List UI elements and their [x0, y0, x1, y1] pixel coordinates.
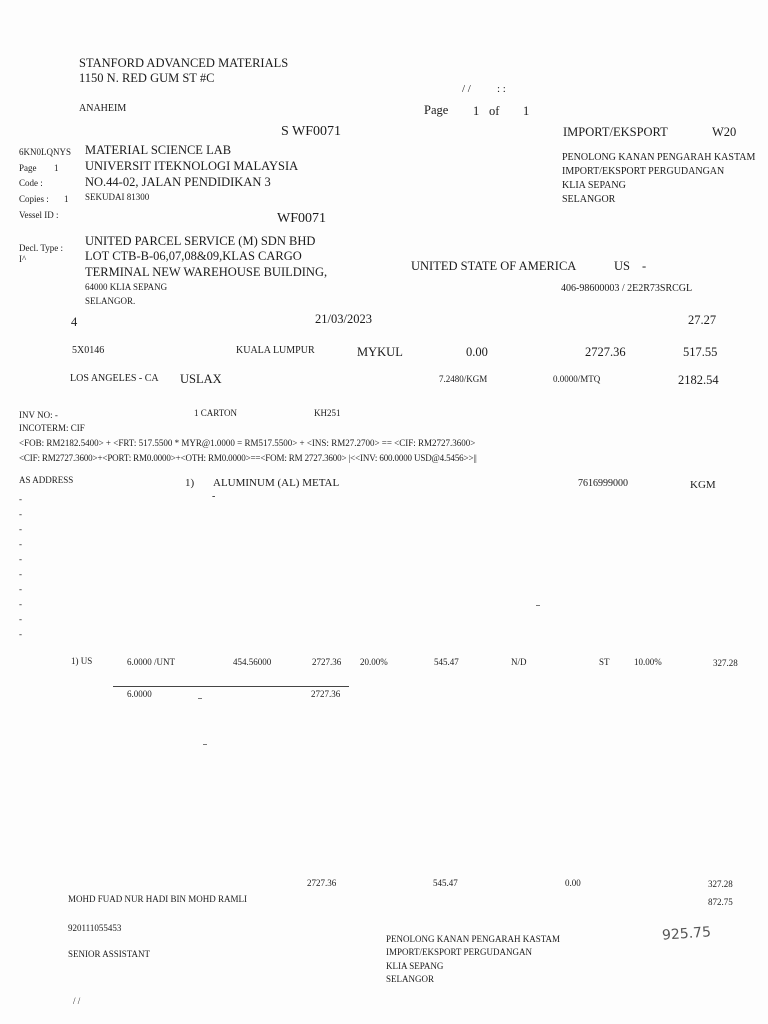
total-duty: 545.47	[433, 878, 458, 888]
transport-mode: 4	[71, 315, 78, 329]
row3-amount: 2182.54	[678, 373, 719, 387]
decl-type-value: I^	[19, 254, 27, 264]
blank-line-dash: -	[19, 599, 22, 609]
duty-value: 2727.36	[312, 657, 342, 667]
duty-nd: N/D	[511, 657, 527, 667]
agent-line5: SELANGOR.	[85, 296, 136, 306]
sender-city: ANAHEIM	[79, 103, 127, 114]
meta-page-value: 1	[54, 163, 59, 173]
customs-office-bottom-line1: PENOLONG KANAN PENGARAH KASTAM	[386, 934, 561, 944]
blank-line-dash: -	[19, 584, 22, 594]
consignee-line3: NO.44-02, JALAN PENDIDIKAN 3	[85, 175, 271, 189]
agent-line4: 64000 KLIA SEPANG	[85, 282, 168, 292]
handwritten-note: 925.75	[661, 924, 712, 944]
item-description: ALUMINUM (AL) METAL	[213, 477, 340, 489]
sender-address: 1150 N. RED GUM ST #C	[79, 71, 215, 85]
discharge-port-name: KUALA LUMPUR	[236, 345, 315, 356]
origin-reference: 406-98600003 / 2E2R73SRCGL	[561, 283, 693, 294]
loading-port-name: LOS ANGELES - CA	[70, 373, 159, 384]
duty-quantity: 6.0000 /UNT	[127, 657, 175, 667]
declaration-date: 21/03/2023	[315, 312, 372, 326]
customs-office-bottom-line2: IMPORT/EKSPORT PERGUDANGAN	[386, 947, 533, 957]
row2-value3: 517.55	[683, 345, 718, 359]
total-other: 0.00	[565, 878, 581, 888]
blank-line-dash: -	[19, 539, 22, 549]
row1-amount: 27.27	[688, 313, 717, 327]
rate-per-mtq: 0.0000/MTQ	[553, 374, 601, 384]
item-address: AS ADDRESS	[19, 475, 74, 485]
consignee-line4: SEKUDAI 81300	[85, 192, 150, 202]
scan-speck	[536, 605, 540, 606]
page-label: Page	[424, 103, 449, 117]
subtotal-quantity: 6.0000	[127, 689, 152, 699]
incoterm-line1: <FOB: RM2182.5400> + <FRT: 517.5500 * MYR@1.0000 = RM517.5500> + <INS: RM27.2700> == <CIF: RM2727.3600>	[19, 438, 476, 448]
row2-value1: 0.00	[466, 345, 488, 359]
blank-line-dash: -	[19, 509, 22, 519]
agent-line2: LOT CTB-B-06,07,08&09,KLAS CARGO	[85, 249, 302, 263]
customs-office-top-line1: PENOLONG KANAN PENGARAH KASTAM	[562, 152, 756, 163]
loading-port-code: USLAX	[180, 372, 222, 386]
subtotal-rule	[113, 686, 349, 687]
sales-tax-label: ST	[599, 657, 610, 667]
meta-page-label: Page	[19, 163, 37, 173]
incoterm-label: INCOTERM: CIF	[19, 423, 85, 433]
total-value: 2727.36	[307, 878, 337, 888]
time-placeholder: : :	[497, 83, 506, 95]
item-description-dash: -	[212, 491, 216, 502]
declarant-name: MOHD FUAD NUR HADI BIN MOHD RAMLI	[68, 894, 248, 904]
sales-tax-rate: 10.00%	[634, 657, 662, 667]
origin-country: UNITED STATE OF AMERICA	[411, 259, 577, 273]
import-export-label: IMPORT/EKSPORT	[563, 125, 668, 139]
agent-line1: UNITED PARCEL SERVICE (M) SDN BHD	[85, 234, 316, 248]
hs-code: 7616999000	[578, 478, 628, 489]
duty-amount: 545.47	[434, 657, 459, 667]
blank-line-dash: -	[19, 614, 22, 624]
declarant-id: 920111055453	[68, 923, 122, 933]
reference-number: S WF0071	[281, 124, 342, 139]
station-code: W20	[712, 125, 737, 139]
invoice-number: INV NO: -	[19, 410, 58, 420]
rate-per-kgm: 7.2480/KGM	[439, 374, 488, 384]
blank-line-dash: -	[19, 629, 22, 639]
blank-line-dash: -	[19, 524, 22, 534]
vessel-id-value: WF0071	[277, 211, 326, 226]
duty-origin: 1) US	[71, 656, 93, 666]
sales-tax-amount: 327.28	[713, 658, 738, 668]
item-number: 1)	[185, 477, 195, 489]
page-of-label: of	[489, 104, 500, 118]
grand-total: 872.75	[708, 897, 733, 907]
total-tax: 327.28	[708, 879, 733, 889]
customs-office-bottom-line4: SELANGOR	[386, 974, 435, 984]
customs-office-top-line3: KLIA SEPANG	[562, 180, 626, 191]
scan-speck	[198, 698, 202, 699]
consignee-line2: UNIVERSIT ITEKNOLOGI MALAYSIA	[85, 159, 299, 173]
copies-value: 1	[64, 194, 69, 204]
consignee-line1: MATERIAL SCIENCE LAB	[85, 143, 232, 157]
item-unit: KGM	[690, 479, 716, 491]
page-number: 1	[473, 104, 480, 118]
duty-unit-price: 454.56000	[233, 657, 272, 667]
origin-dash: -	[642, 259, 647, 273]
blank-line-dash: -	[19, 554, 22, 564]
row2-value2: 2727.36	[585, 345, 626, 359]
packages: 1 CARTON	[194, 408, 238, 418]
blank-line-dash: -	[19, 569, 22, 579]
manifest-ref: 5X0146	[72, 345, 105, 356]
origin-code: US	[614, 259, 630, 273]
subtotal-value: 2727.36	[311, 689, 341, 699]
blank-line-dash: -	[19, 494, 22, 504]
date-placeholder: / /	[462, 83, 471, 95]
sender-company: STANFORD ADVANCED MATERIALS	[79, 56, 289, 70]
declarant-date-placeholder: / /	[73, 996, 81, 1006]
copies-label: Copies :	[19, 194, 49, 204]
flight-number: KH251	[314, 408, 341, 418]
declarant-title: SENIOR ASSISTANT	[68, 949, 151, 959]
code-label: Code :	[19, 178, 43, 188]
incoterm-line2: <CIF: RM2727.3600>+<PORT: RM0.0000>+<OTH: RM0.0000>==<FOM: RM 2727.3600> |<<INV: 600.0000 USD@4.5456>>||	[19, 453, 477, 463]
customs-office-bottom-line3: KLIA SEPANG	[386, 961, 444, 971]
scan-speck	[203, 744, 207, 745]
page-total: 1	[523, 104, 530, 118]
customs-office-top-line2: IMPORT/EKSPORT PERGUDANGAN	[562, 166, 725, 177]
duty-rate: 20.00%	[360, 657, 388, 667]
decl-type-label: Decl. Type :	[19, 243, 63, 253]
vessel-id-label: Vessel ID :	[19, 210, 59, 220]
agent-line3: TERMINAL NEW WAREHOUSE BUILDING,	[85, 265, 328, 279]
customs-office-top-line4: SELANGOR	[562, 194, 616, 205]
code-id: 6KN0LQNYS	[19, 147, 72, 157]
discharge-port-code: MYKUL	[357, 345, 403, 359]
